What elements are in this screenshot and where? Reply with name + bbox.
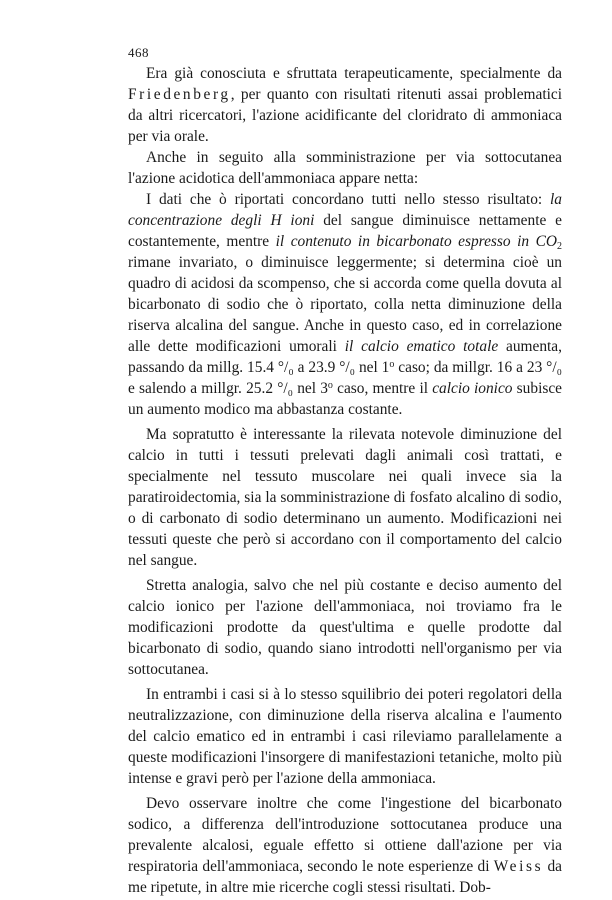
body-text — [128, 63, 562, 898]
author-name: Friedenberg — [128, 86, 231, 103]
text-run: Devo osservare inoltre che come l'ingestione del bicarbonato sodico, a differenza dell'introduzione sottocutanea produce una prevalente alcalosi, eguale effetto si ottiene dall'azione per via respiratoria dell'ammoniaca, secondo le note esperienze di — [128, 795, 562, 875]
text-run: Era già conosciuta e sfruttata terapeuticamente, specialmente da — [146, 65, 562, 82]
text-run: rimane invariato, o diminuisce leggermente; si determina cioè un quadro di acidosi da scompenso, che si accorda come quella dovuta al bicarbonato di sodio che ò riportato, colla netta diminuzione della riserva alcalina del sangue. Anche in questo caso, ed in correlazione alle dette modificazioni umorali — [128, 254, 562, 355]
text-run: caso, mentre il — [332, 380, 433, 397]
paragraph-3 — [128, 189, 562, 420]
paragraph-1 — [128, 63, 562, 147]
text-run: , per quanto con risultati ritenuti assai problematici da altri ricercatori, l'azione acidificante del cloridrato di ammoniaca per via orale. — [128, 86, 562, 145]
text-run: I dati che ò riportati concordano tutti nello stesso risultato: — [146, 191, 551, 208]
italic-run: il contenuto in bicarbonato espresso in CO — [275, 233, 557, 250]
text-run: caso; da millgr. 16 a 23 °/₀ e salendo a millgr. 25.2 °/₀ nel 3 — [128, 359, 562, 397]
text-run: da me ripetute, in altre mie ricerche cogli stessi risultati. Dob- — [128, 858, 563, 896]
text-run: aumenta, passando da millg. 15.4 °/₀ a 23.9 °/₀ nel 1 — [128, 338, 562, 376]
paragraph-4: Ma sopratutto è interessante la rilevata notevole diminuzione del calcio in tutti i tessuti prelevati dagli animali così trattati, e specialmente nel tessuto muscolare nei quali invece sia la paratiroidectomia, sia la somministrazione di fosfato alcalino di sodio, o di carbonato di sodio determinano un aumento. Modificazioni nei tessuti queste che però si accordano con il comportamento del calcio nel sangue. — [128, 426, 562, 569]
text-run: subisce un aumento modico ma abbastanza costante. — [128, 380, 562, 418]
text-run: del sangue diminuisce nettamente e costantemente, mentre — [128, 212, 562, 250]
paragraph-5: Stretta analogia, salvo che nel più costante e deciso aumento del calcio ionico per l'azione dell'ammoniaca, noi troviamo fra le modificazioni prodotte da quest'ultima e quelle prodotte dal bicarbonato di sodio, quando siano introdotti nell'organismo per via sottocutanea. — [128, 577, 562, 678]
paragraph-6: In entrambi i casi si à lo stesso squilibrio dei poteri regolatori della neutralizzazione, con diminuzione della riserva alcalina e l'aumento del calcio ematico ed in entrambi i casi rileviamo parallelamente a queste modificazioni l'insorgere di manifestazioni tetaniche, molto più intense e gravi però per l'azione della ammoniaca. — [128, 686, 562, 787]
italic-run: il calcio ematico totale — [344, 338, 499, 355]
author-name: Weiss — [493, 858, 544, 875]
paragraph-7 — [128, 793, 562, 898]
paragraph-2: Anche in seguito alla somministrazione per via sottocutanea l'azione acidotica dell'ammoniaca appare netta: — [128, 149, 562, 187]
superscript: o — [389, 359, 395, 370]
italic-run: calcio ionico — [432, 380, 513, 397]
page-number: 468 — [128, 45, 149, 60]
italic-run: la concentrazione degli H ioni — [128, 191, 562, 229]
subscript: 2 — [556, 241, 562, 252]
superscript: o — [327, 380, 333, 391]
